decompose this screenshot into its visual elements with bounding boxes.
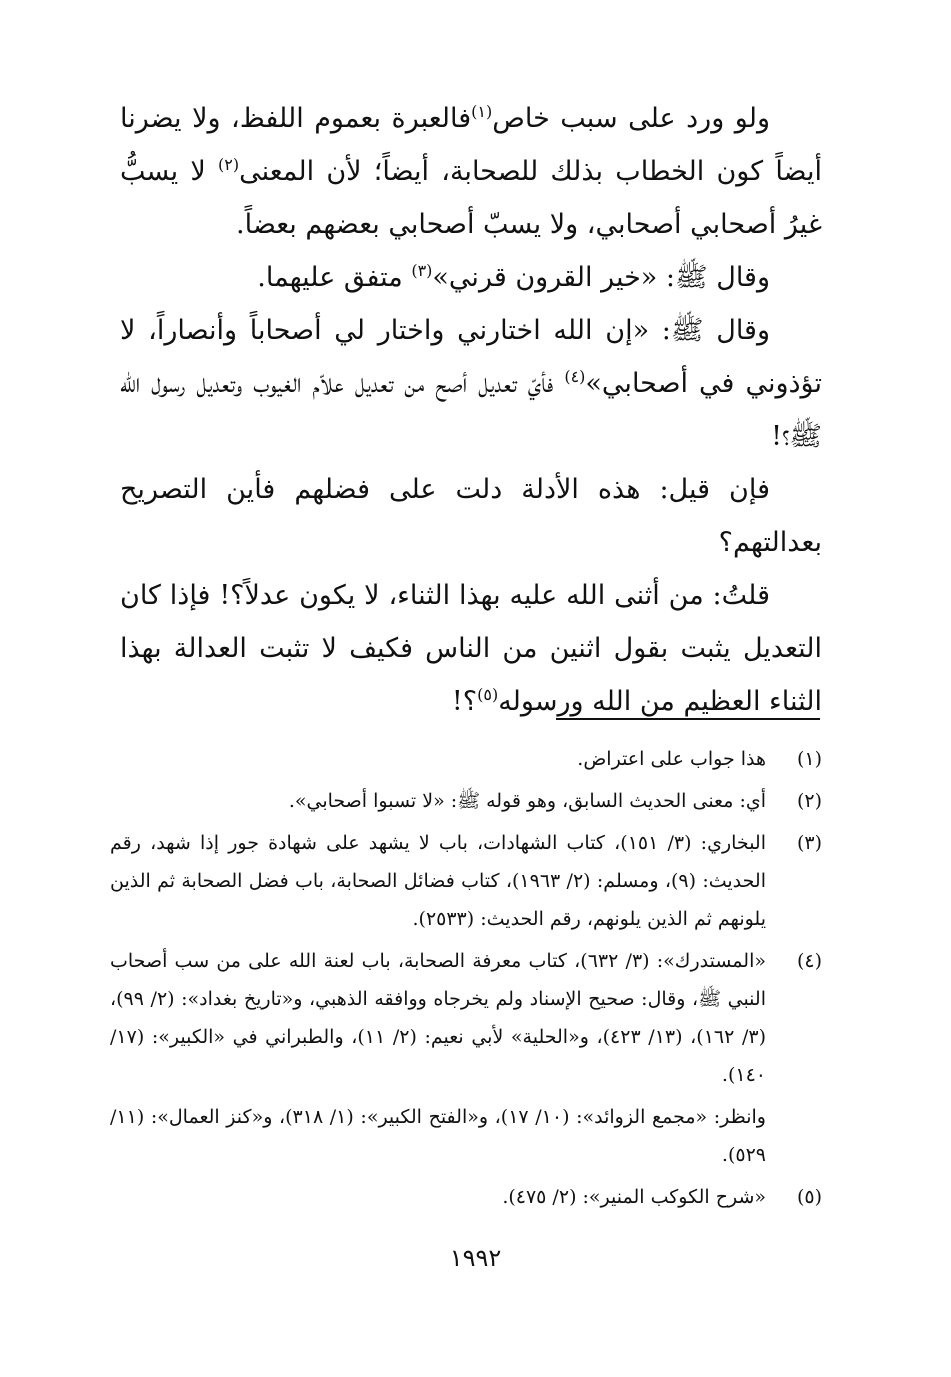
paragraph-5 <box>120 569 822 728</box>
footnote-text: أي: معنى الحديث السابق، وهو قوله ﷺ: «لا تسبوا أصحابي». <box>288 790 766 812</box>
paragraph-1-text-a: ولو ورد على سبب خاص <box>492 103 770 134</box>
footnotes <box>110 740 822 1220</box>
paragraph-5-text-b: ؟! <box>451 686 478 717</box>
paragraph-2-text-b: متفق عليهما. <box>257 262 403 293</box>
paragraph-2 <box>120 251 822 304</box>
footnote-ref-5: (٥) <box>477 685 499 704</box>
paragraph-5-text-a: قلتُ: من أثنى الله عليه بهذا الثناء، لا يكون عدلاً؟! فإذا كان التعديل يثبت بقول اثنين من الناس فكيف لا تثبت العدالة بهذا الثناء العظيم من الله ورسوله <box>120 580 822 717</box>
footnote-text: «شرح الكوكب المنير»: (٢/ ٤٧٥). <box>502 1186 766 1208</box>
paragraph-1 <box>120 92 822 251</box>
footnote-4-continuation: وانظر: «مجمع الزوائد»: (١٠/ ١٧)، و«الفتح الكبير»: (١/ ٣١٨)، و«كنز العمال»: (١١/ ٥٢٩). <box>110 1106 766 1166</box>
footnote-ref-4: (٤) <box>564 367 586 386</box>
footnote-text: البخاري: (٣/ ١٥١)، كتاب الشهادات، باب لا يشهد على شهادة جور إذا شهد، رقم الحديث: (٩)، ومسلم: (٢/ ١٩٦٣)، كتاب فضائل الصحابة، باب فضل الصحابة ثم الذين يلونهم ثم الذين يلونهم، رقم الحديث: (٢٥٣٣). <box>110 832 766 930</box>
paragraph-4: فإن قيل: هذه الأدلة دلت على فضلهم فأين التصريح بعدالتهم؟ <box>120 474 822 558</box>
footnote-number: (٥) <box>796 1186 822 1208</box>
footnote-4 <box>110 942 822 1094</box>
footnote-1 <box>110 740 822 778</box>
paragraph-3 <box>120 304 822 463</box>
paragraph-3-text-b: فأيّ تعديل أصح من تعديل علاّم الغيوب وتعديل رسول الله ﷺ؟! <box>120 368 822 452</box>
footnote-text: هذا جواب على اعتراض. <box>577 748 766 770</box>
paragraph-1-text-c: لا يسبُّ غيرُ أصحابي أصحابي، ولا يسبّ أصحابي بعضهم بعضاً. <box>120 156 822 240</box>
paragraph-1-text-b: فالعبرة بعموم اللفظ، ولا يضرنا أيضاً كون الخطاب بذلك للصحابة، أيضاً؛ لأن المعنى <box>120 103 822 187</box>
footnote-number: (٤) <box>796 950 822 972</box>
footnote-3 <box>110 824 822 938</box>
footnote-separator <box>556 718 820 720</box>
paragraph-2-text-a: وقال ﷺ: «خير القرون قرني» <box>432 262 770 293</box>
footnote-ref-3: (٣) <box>411 261 433 280</box>
footnote-ref-2: (٢) <box>217 155 240 174</box>
footnote-number: (٣) <box>796 832 822 854</box>
footnote-number: (٢) <box>796 790 822 812</box>
footnote-2 <box>110 782 822 820</box>
main-text <box>120 92 822 728</box>
footnote-number: (١) <box>796 748 822 770</box>
footnote-text: «المستدرك»: (٣/ ٦٣٢)، كتاب معرفة الصحابة، باب لعنة الله على من سب أصحاب النبي ﷺ، وقال: صحيح الإسناد ولم يخرجاه ووافقه الذهبي، و«تاريخ بغداد»: (٢/ ٩٩)، (٣/ ١٦٢)، (١٣/ ٤٢٣)، و«الحلية» لأبي نعيم: (٢/ ١١)، والطبراني في «الكبير»: (١٧/ ١٤٠). <box>110 950 766 1086</box>
paragraph-3-text-a: وقال ﷺ: «إن الله اختارني واختار لي أصحاباً وأنصاراً، لا تؤذوني في أصحابي» <box>120 315 822 399</box>
footnote-ref-1: (١) <box>471 102 493 121</box>
footnote-5 <box>110 1178 822 1216</box>
page-number: ١٩٩٢ <box>449 1244 502 1272</box>
